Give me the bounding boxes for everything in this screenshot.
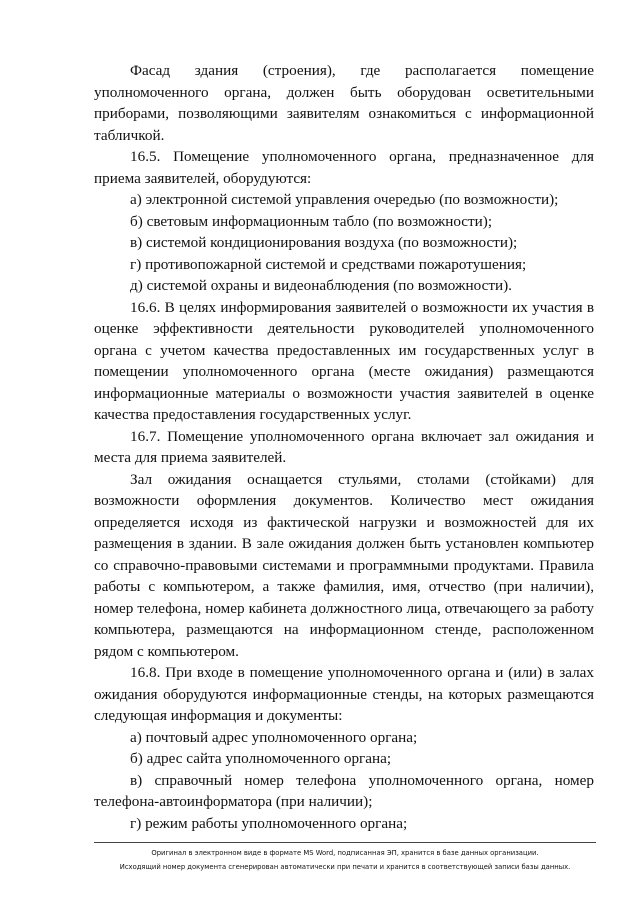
footer-divider [94,842,596,843]
paragraph-16-8: 16.8. При входе в помещение уполномоченного органа и (или) в залах ожидания оборудуются информационные стенды, на которых размещаются следующая информация и документы: [94,664,594,724]
list-item: в) системой кондиционирования воздуха (по возможности); [130,234,518,251]
paragraph-facade: Фасад здания (строения), где располагается помещение уполномоченного органа, должен быть оборудован осветительными приборами, позволяющими заявителям ознакомиться с информационной табличкой. [94,62,594,144]
document-body [94,60,594,834]
list-item: б) световым информационным табло (по возможности); [130,212,493,230]
list-item: г) противопожарной системой и средствами пожаротушения; [130,255,527,273]
footer-line-1: Оригинал в электронном виде в формате MS Word, подписанная ЭП, хранится в базе данных организации. [151,849,539,857]
paragraph-16-5: 16.5. Помещение уполномоченного органа, предназначенное для приема заявителей, оборудуются: [94,148,594,187]
list-item: г) режим работы уполномоченного органа; [130,814,408,832]
list-item: в) справочный номер телефона уполномоченного органа, номер телефона-автоинформатора (при наличии); [94,771,594,810]
list-item: а) электронной системой управления очередью (по возможности); [130,191,559,208]
list-item: а) почтовый адрес уполномоченного органа; [130,728,418,746]
paragraph-16-7: 16.7. Помещение уполномоченного органа включает зал ожидания и места для приема заявителей. [94,427,594,466]
list-item: б) адрес сайта уполномоченного органа; [130,750,392,767]
footer-line-2: Исходящий номер документа сгенерирован автоматически при печати и хранится в соответствующей записи базы данных. [119,863,571,871]
paragraph-waiting-hall: Зал ожидания оснащается стульями, столами (стойками) для возможности оформления документов. Количество мест ожидания определяется исходя из фактической нагрузки и возможностей для их размещения в здании. В зале ожидания должен быть установлен компьютер со справочно-правовыми системами и программными продуктами. Правила работы с компьютером, а также фамилия, имя, отчество (при наличии), номер телефона, номер кабинета должностного лица, отвечающего за работу компьютера, размещаются на информационном стенде, расположенном рядом с компьютером. [94,470,594,660]
paragraph-16-6: 16.6. В целях информирования заявителей о возможности их участия в оценке эффективности деятельности руководителей уполномоченного органа с учетом качества предоставленных им государственных услуг в помещении уполномоченного органа (месте ожидания) размещаются информационные материалы о возможности участия заявителей в оценке качества предоставления государственных услуг. [94,298,594,423]
footer-note [60,846,630,874]
list-item: д) системой охраны и видеонаблюдения (по возможности). [130,277,512,294]
